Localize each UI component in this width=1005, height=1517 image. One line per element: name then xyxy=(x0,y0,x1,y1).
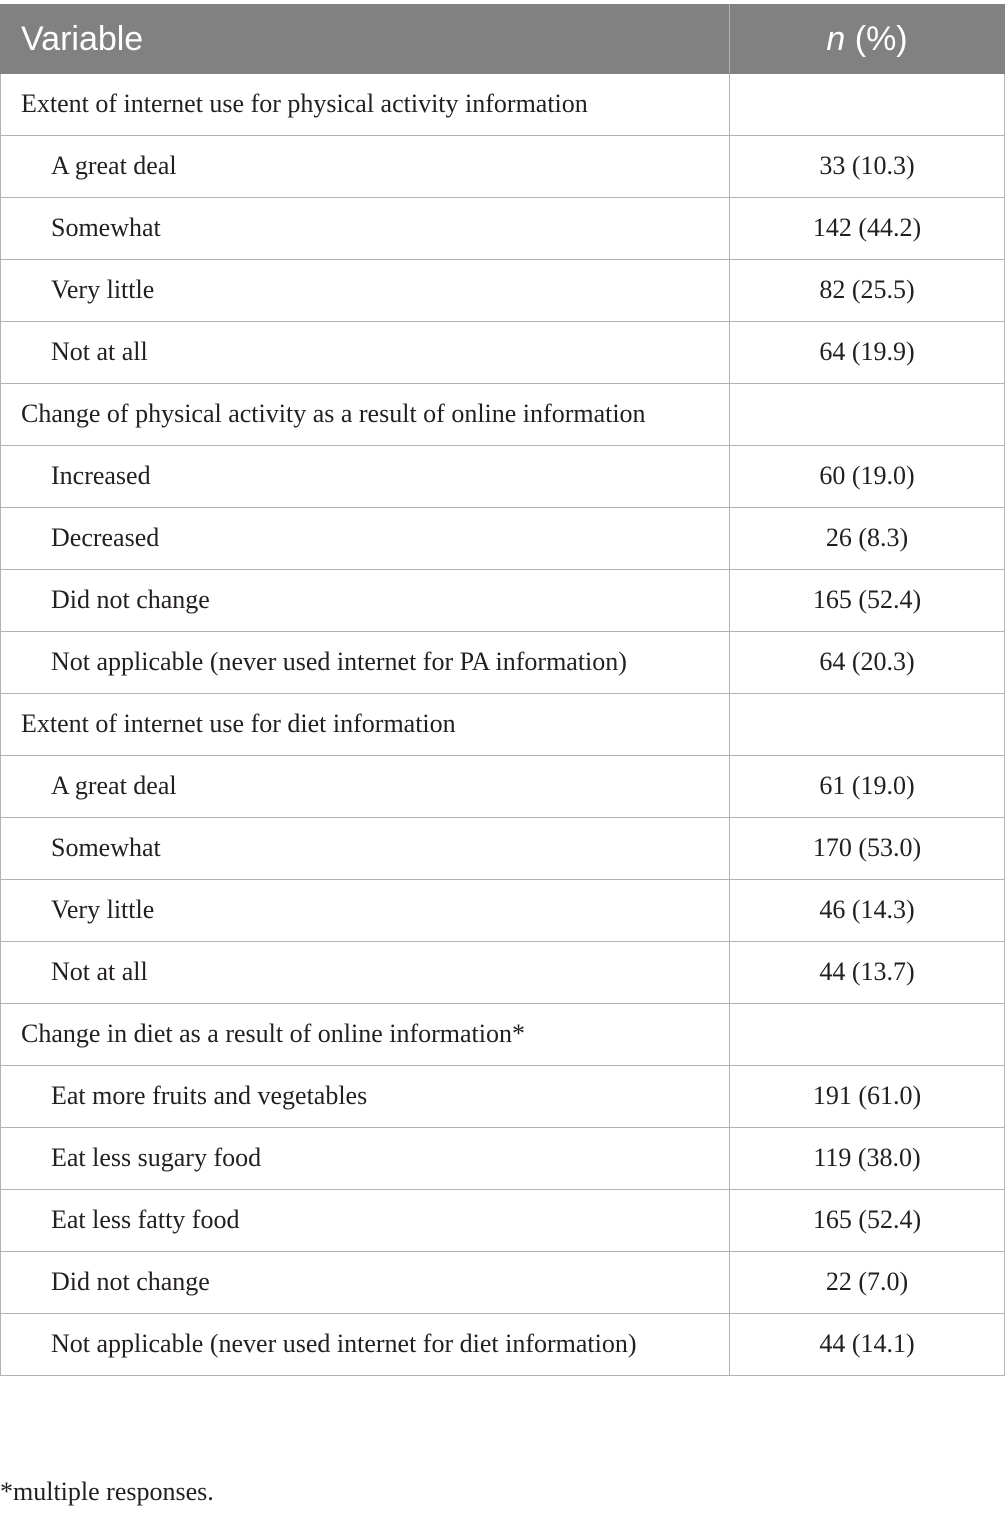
table-row xyxy=(1,1190,1005,1252)
row-value xyxy=(730,384,1005,446)
table-row xyxy=(1,880,1005,942)
table-row xyxy=(1,1128,1005,1190)
row-label: Somewhat xyxy=(1,818,730,880)
section-label: Change in diet as a result of online information* xyxy=(1,1004,730,1066)
section-label: Extent of internet use for physical activity information xyxy=(1,74,730,136)
section-row xyxy=(1,694,1005,756)
row-value: 191 (61.0) xyxy=(730,1066,1005,1128)
table-row xyxy=(1,570,1005,632)
section-row xyxy=(1,74,1005,136)
table-row xyxy=(1,260,1005,322)
section-label: Extent of internet use for diet information xyxy=(1,694,730,756)
table-row xyxy=(1,632,1005,694)
section-row xyxy=(1,384,1005,446)
row-label: Very little xyxy=(1,260,730,322)
row-label: Eat more fruits and vegetables xyxy=(1,1066,730,1128)
table-row xyxy=(1,756,1005,818)
table-row xyxy=(1,198,1005,260)
row-label: Increased xyxy=(1,446,730,508)
header-variable: Variable xyxy=(1,5,730,74)
table-footnote: *multiple responses. xyxy=(0,1477,214,1506)
row-value: 26 (8.3) xyxy=(730,508,1005,570)
table-row xyxy=(1,1066,1005,1128)
header-n-percent xyxy=(730,5,1005,74)
table-row xyxy=(1,1314,1005,1376)
table-header-row xyxy=(1,5,1005,74)
row-label: Eat less sugary food xyxy=(1,1128,730,1190)
row-label: Did not change xyxy=(1,570,730,632)
section-label: Change of physical activity as a result of online information xyxy=(1,384,730,446)
table-row xyxy=(1,818,1005,880)
row-label: Very little xyxy=(1,880,730,942)
data-table xyxy=(0,4,1005,1376)
table-row xyxy=(1,942,1005,1004)
row-value: 142 (44.2) xyxy=(730,198,1005,260)
header-n-italic: n xyxy=(826,19,846,58)
row-value: 165 (52.4) xyxy=(730,1190,1005,1252)
row-value: 165 (52.4) xyxy=(730,570,1005,632)
table-row xyxy=(1,508,1005,570)
row-value: 64 (19.9) xyxy=(730,322,1005,384)
table-row xyxy=(1,1252,1005,1314)
row-label: Did not change xyxy=(1,1252,730,1314)
row-label: Not applicable (never used internet for PA information) xyxy=(1,632,730,694)
row-label: Not applicable (never used internet for diet information) xyxy=(1,1314,730,1376)
row-value: 46 (14.3) xyxy=(730,880,1005,942)
row-value: 22 (7.0) xyxy=(730,1252,1005,1314)
section-row xyxy=(1,1004,1005,1066)
row-value: 61 (19.0) xyxy=(730,756,1005,818)
table-body xyxy=(1,74,1005,1376)
row-value: 82 (25.5) xyxy=(730,260,1005,322)
row-value xyxy=(730,694,1005,756)
table-row xyxy=(1,446,1005,508)
row-label: Not at all xyxy=(1,942,730,1004)
row-value: 170 (53.0) xyxy=(730,818,1005,880)
row-value: 44 (14.1) xyxy=(730,1314,1005,1376)
table-row xyxy=(1,136,1005,198)
row-label: Eat less fatty food xyxy=(1,1190,730,1252)
row-label: Somewhat xyxy=(1,198,730,260)
row-value: 119 (38.0) xyxy=(730,1128,1005,1190)
row-value: 44 (13.7) xyxy=(730,942,1005,1004)
row-label: Decreased xyxy=(1,508,730,570)
row-label: A great deal xyxy=(1,756,730,818)
row-value: 64 (20.3) xyxy=(730,632,1005,694)
header-n-percent-suffix: (%) xyxy=(845,19,908,58)
row-label: Not at all xyxy=(1,322,730,384)
row-value xyxy=(730,74,1005,136)
row-value: 33 (10.3) xyxy=(730,136,1005,198)
row-value xyxy=(730,1004,1005,1066)
row-value: 60 (19.0) xyxy=(730,446,1005,508)
table-row xyxy=(1,322,1005,384)
row-label: A great deal xyxy=(1,136,730,198)
